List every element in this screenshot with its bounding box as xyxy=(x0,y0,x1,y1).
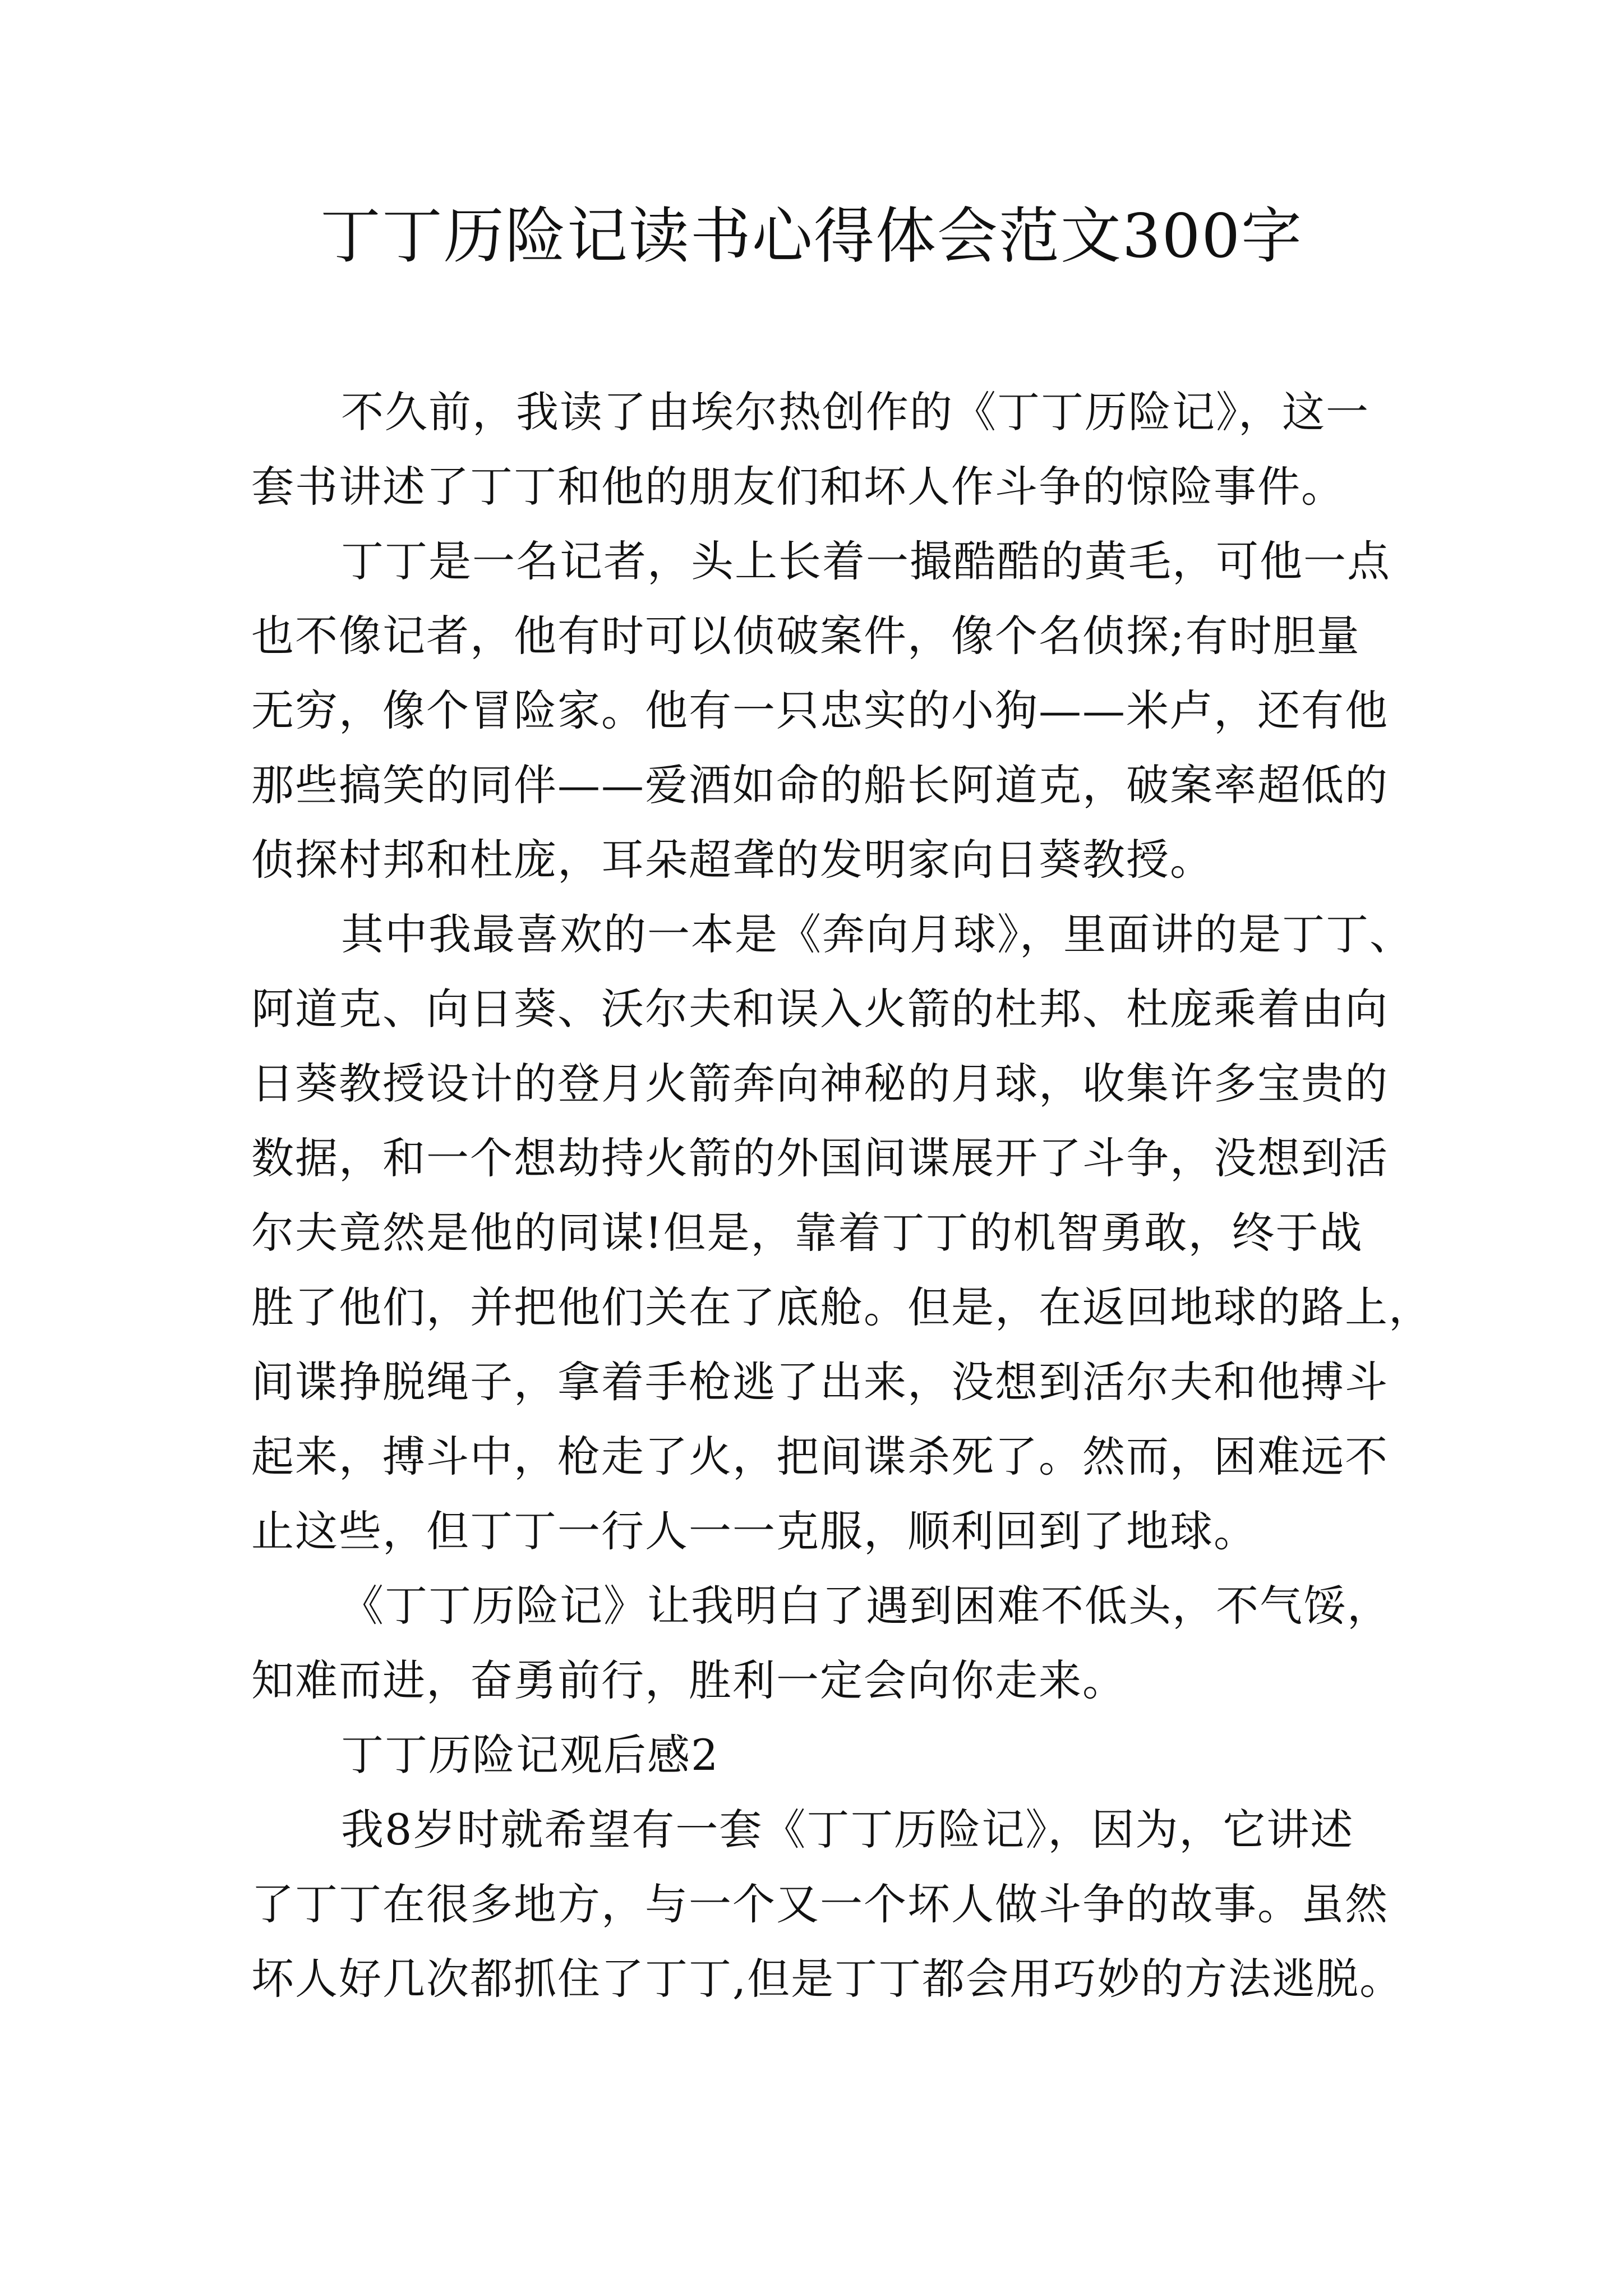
text-line: 丁丁是一名记者，头上长着一撮酷酷的黄毛，可他一点 xyxy=(341,536,1391,586)
text-line: 我8岁时就希望有一套《丁丁历险记》，因为，它讲述 xyxy=(341,1805,1354,1855)
text-line: 无穷，像个冒险家。他有一只忠实的小狗——米卢，还有他 xyxy=(251,685,1389,735)
text-line: 《丁丁历险记》让我明白了遇到困难不低头，不气馁， xyxy=(341,1581,1391,1631)
text-line: 套书讲述了丁丁和他的朋友们和坏人作斗争的惊险事件。 xyxy=(251,462,1345,512)
text-line: 止这些，但丁丁一行人一一克服，顺利回到了地球。 xyxy=(251,1506,1257,1556)
text-line: 起来，搏斗中，枪走了火，把间谍杀死了。然而，困难远不 xyxy=(251,1432,1389,1481)
text-line: 不久前，我读了由埃尔热创作的《丁丁历险记》，这一 xyxy=(341,387,1370,437)
text-line: 间谍挣脱绳子，拿着手枪逃了出来，没想到活尔夫和他搏斗 xyxy=(251,1357,1389,1407)
text-line: 丁丁历险记观后感2 xyxy=(341,1730,720,1780)
text-line: 日葵教授设计的登月火箭奔向神秘的月球，收集许多宝贵的 xyxy=(251,1059,1389,1108)
text-line: 其中我最喜欢的一本是《奔向月球》，里面讲的是丁丁、 xyxy=(341,909,1413,959)
text-line: 坏人好几次都抓住了丁丁,但是丁丁都会用巧妙的方法逃脱。 xyxy=(251,1954,1404,2004)
text-line: 阿道克、向日葵、沃尔夫和误入火箭的杜邦、杜庞乘着由向 xyxy=(251,984,1389,1034)
text-line: 了丁丁在很多地方，与一个又一个坏人做斗争的故事。虽然 xyxy=(251,1879,1389,1929)
text-line: 侦探村邦和杜庞，耳朵超聋的发明家向日葵教授。 xyxy=(251,835,1214,885)
text-line: 数据，和一个想劫持火箭的外国间谍展开了斗争，没想到活 xyxy=(251,1133,1389,1183)
text-line: 知难而进，奋勇前行，胜利一定会向你走来。 xyxy=(251,1655,1126,1705)
text-line: 尔夫竟然是他的同谋!但是，靠着丁丁的机智勇敢，终于战 xyxy=(251,1208,1363,1258)
text-line: 胜了他们，并把他们关在了底舱。但是，在返回地球的路上， xyxy=(251,1282,1432,1332)
text-line: 也不像记者，他有时可以侦破案件，像个名侦探;有时胆量 xyxy=(251,611,1361,661)
text-line: 那些搞笑的同伴——爱酒如命的船长阿道克，破案率超低的 xyxy=(251,760,1389,810)
document-title: 丁丁历险记读书心得体会范文300字 xyxy=(320,201,1303,272)
document-body xyxy=(251,375,1432,2016)
